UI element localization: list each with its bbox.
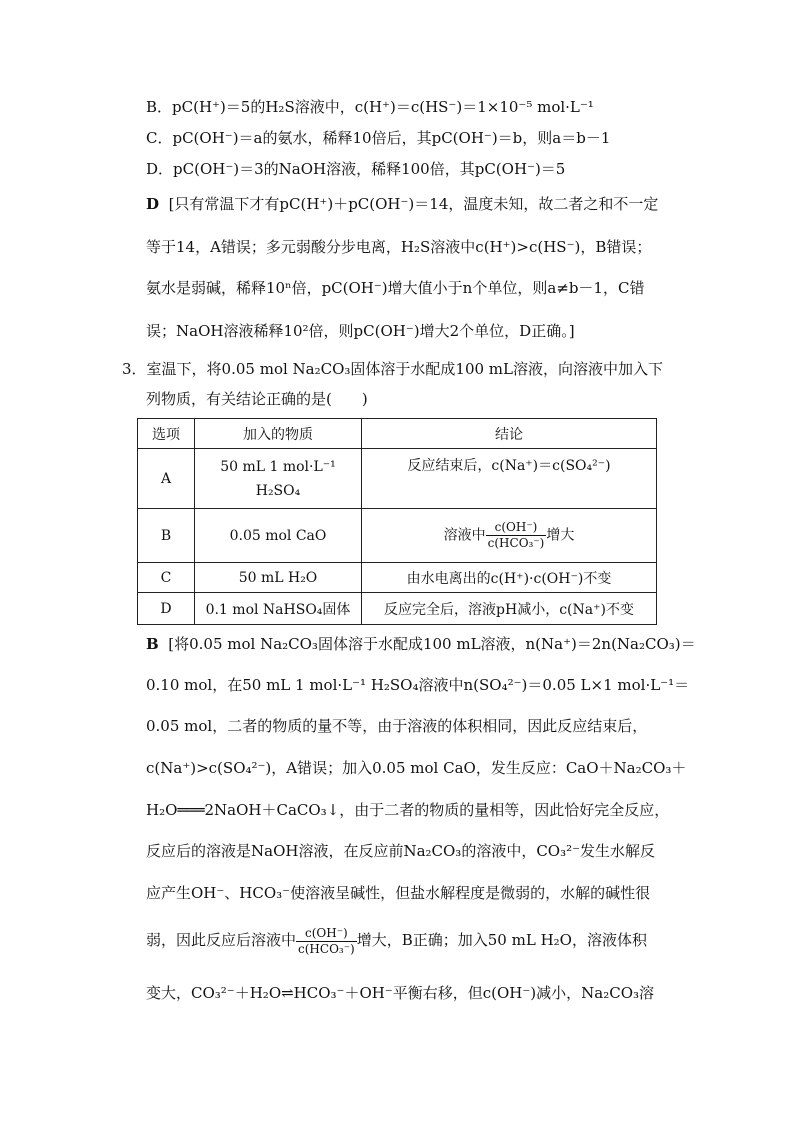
q2-explanation-line3: 氨水是弱碱，稀释10ⁿ倍，pC(OH⁻)增大值小于n个单位，则a≠b－1，C错 [146,279,645,297]
row-b-fraction [486,520,547,551]
row-a-substance-line1: 50 mL 1 mol·L⁻¹ [220,458,336,475]
row-b-conclusion [362,509,657,563]
q2-option-d: D．pC(OH⁻)＝3的NaOH溶液，稀释100倍，其pC(OH⁻)＝5 [146,160,566,178]
row-a-conclusion: 反应结束后，c(Na⁺)＝c(SO₄²⁻) [362,449,657,509]
q3-answer-letter: B [146,635,159,653]
row-a-option: A [138,449,195,509]
row-b-option: B [138,509,195,563]
table-header-row [138,419,657,449]
q3-explanation-line8 [146,920,647,960]
q3-explanation-line4: c(Na⁺)>c(SO₄²⁻)，A错误；加入0.05 mol CaO，发生反应：CaO＋Na₂CO₃＋ [146,759,687,777]
row-b-fraction-num: c(OH⁻) [486,520,547,536]
table-row [138,509,657,563]
q3-explanation-line5: H₂O═══2NaOH＋CaCO₃↓，由于二者的物质的量相等，因此恰好完全反应， [146,801,670,819]
row-c-option: C [138,563,195,593]
q2-explanation-line2: 等于14，A错误；多元弱酸分步电离，H₂S溶液中c(H⁺)>c(HS⁻)，B错误； [146,238,652,256]
row-b-fraction-den: c(HCO₃⁻) [487,536,545,550]
header-conclusion: 结论 [362,419,657,449]
table-row [138,449,657,509]
q3-stem1-text: 室温下，将0.05 mol Na₂CO₃固体溶于水配成100 mL溶液，向溶液中加入下 [146,360,663,378]
row-d-substance: 0.1 mol NaHSO₄固体 [195,593,362,625]
q3-options-table [137,418,657,625]
q3-exp8-fraction [296,926,357,957]
q3-explanation-line3: 0.05 mol，二者的物质的量不等，由于溶液的体积相同，因此反应结束后， [146,717,648,735]
q3-explanation-line6: 反应后的溶液是NaOH溶液，在反应前Na₂CO₃的溶液中，CO₃²⁻发生水解反 [146,842,656,860]
q3-exp8-pre: 弱，因此反应后溶液中 [146,931,297,949]
q3-exp8-fraction-num: c(OH⁻) [296,926,357,942]
q2-exp1-text: [只有常温下才有pC(H⁺)＋pC(OH⁻)＝14，温度未知，故二者之和不一定 [168,195,659,213]
header-substance: 加入的物质 [195,419,362,449]
q3-explanation-line2: 0.10 mol，在50 mL 1 mol·L⁻¹ H₂SO₄溶液中n(SO₄²⁻)＝0.05 L×1 mol·L⁻¹＝ [146,676,690,694]
q3-number: 3． [122,360,147,378]
row-b-concl-pre: 溶液中 [443,527,486,544]
row-d-option: D [138,593,195,625]
row-a-substance-line2: H₂SO₄ [255,482,301,499]
q3-stem-line2: 列物质，有关结论正确的是( ) [146,390,368,408]
q2-explanation-line4: 误；NaOH溶液稀释10²倍，则pC(OH⁻)增大2个单位，D正确。] [146,322,575,340]
q2-explanation-line1 [146,194,658,214]
row-d-conclusion: 反应完全后，溶液pH减小，c(Na⁺)不变 [362,593,657,625]
q3-explanation-line7: 应产生OH⁻、HCO₃⁻使溶液呈碱性，但盐水解程度是微弱的，水解的碱性很 [146,884,651,902]
row-c-substance: 50 mL H₂O [195,563,362,593]
table-row [138,563,657,593]
q2-answer-letter: D [146,195,160,213]
row-b-substance: 0.05 mol CaO [195,509,362,563]
row-c-conclusion: 由水电离出的c(H⁺)·c(OH⁻)不变 [362,563,657,593]
row-b-concl-post: 增大 [546,527,575,544]
table-row [138,593,657,625]
header-option: 选项 [138,419,195,449]
row-a-substance [195,449,362,509]
q3-exp1-text: [将0.05 mol Na₂CO₃固体溶于水配成100 mL溶液，n(Na⁺)＝2n(Na₂CO₃)＝ [168,635,696,653]
q2-option-c: C．pC(OH⁻)＝a的氨水，稀释10倍后，其pC(OH⁻)＝b，则a＝b－1 [146,129,611,147]
q3-explanation-line1 [146,634,696,654]
q2-option-b: B．pC(H⁺)＝5的H₂S溶液中，c(H⁺)＝c(HS⁻)＝1×10⁻⁵ mol·L⁻¹ [146,98,594,116]
q3-explanation-line9: 变大，CO₃²⁻＋H₂O⇌HCO₃⁻＋OH⁻平衡右移，但c(OH⁻)减小，Na₂CO₃溶 [146,984,655,1002]
q3-exp8-fraction-den: c(HCO₃⁻) [298,941,355,956]
q3-stem-line1 [122,359,663,379]
q3-exp8-post: 增大，B正确；加入50 mL H₂O，溶液体积 [356,931,647,949]
